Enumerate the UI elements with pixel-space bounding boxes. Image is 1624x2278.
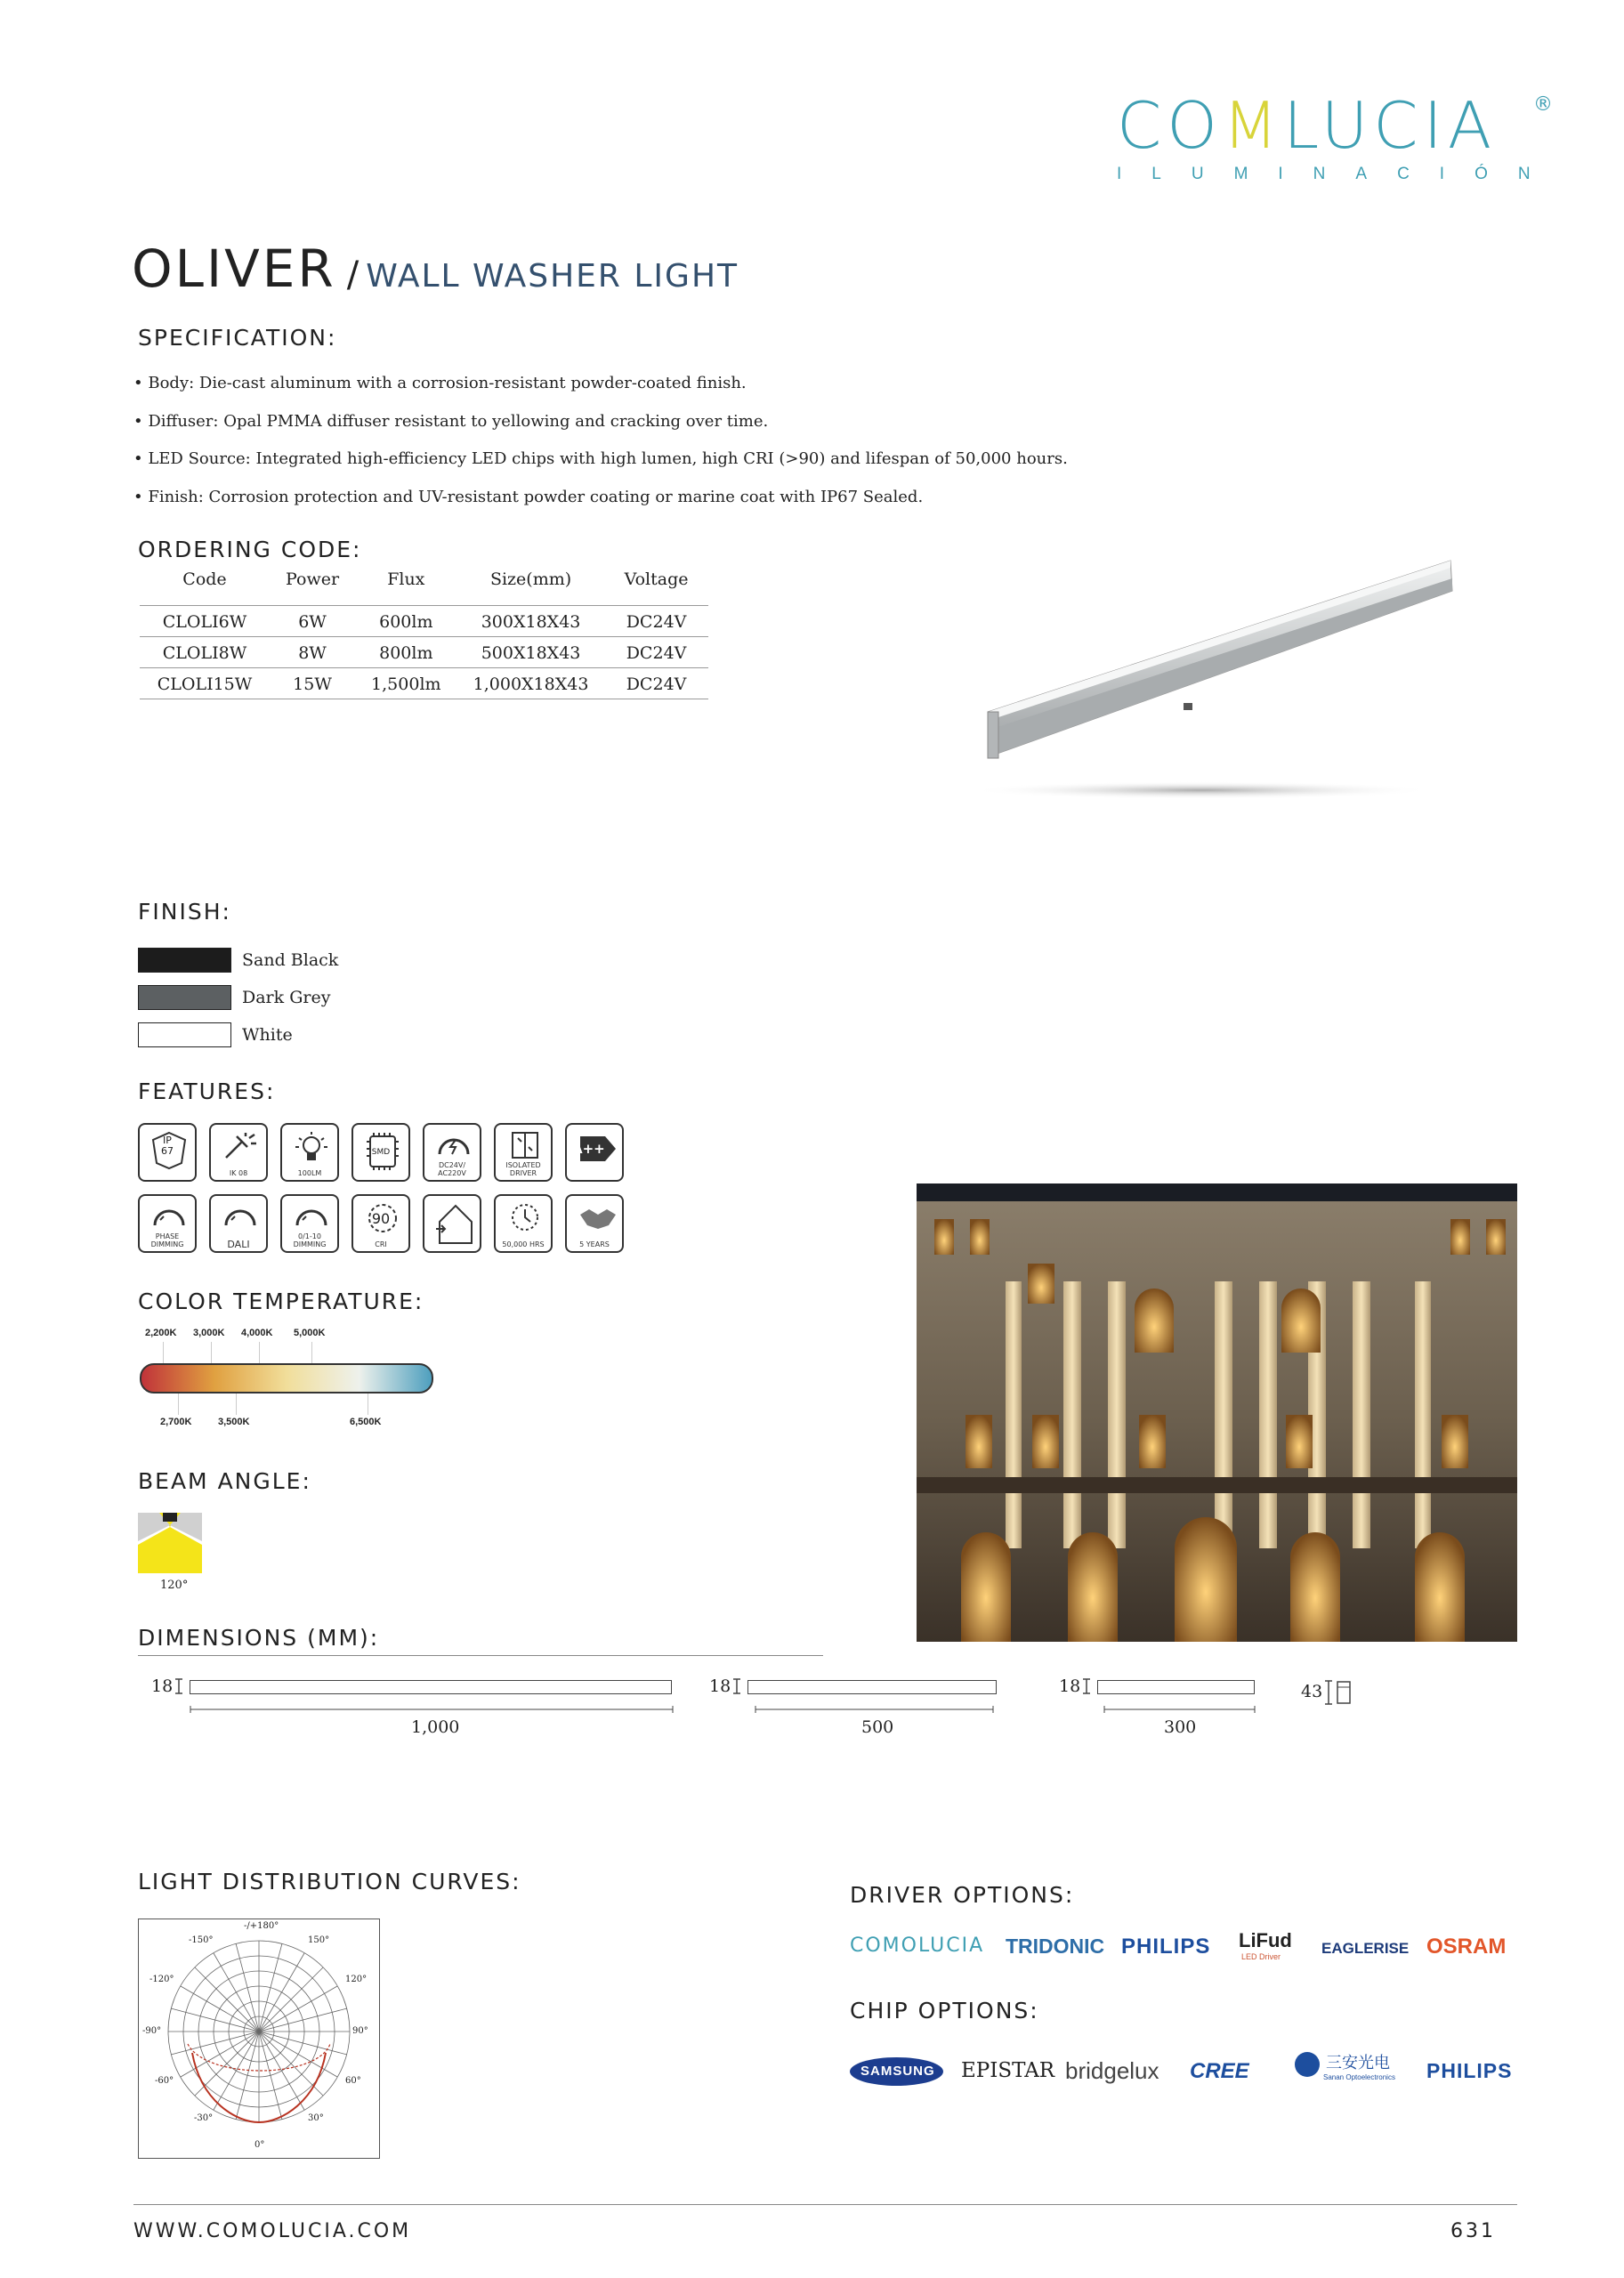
- specification-heading: SPECIFICATION:: [138, 325, 337, 351]
- feature-label: IK 08: [229, 1169, 248, 1177]
- logo-text-a: CO: [1117, 88, 1223, 163]
- feature-label: 0/1-10 DIMMING: [293, 1232, 327, 1248]
- table-cell: DC24V: [605, 637, 708, 668]
- sanan-logo-icon: [1295, 2052, 1320, 2077]
- length-label: 1,000: [411, 1717, 460, 1737]
- cct-tick: 5,000K: [294, 1328, 326, 1338]
- cct-tick: 6,500K: [350, 1417, 382, 1427]
- table-cell: 15W: [270, 668, 355, 699]
- dimensions-drawing: [0, 1673, 1624, 1744]
- finish-swatch-dark-grey: [138, 985, 231, 1010]
- logo-text-c: LUCIA: [1283, 88, 1498, 163]
- cct-tick: 3,500K: [218, 1417, 250, 1427]
- length-label: 500: [861, 1717, 894, 1737]
- finish-label: Dark Grey: [242, 988, 331, 1007]
- feature-label: ISOLATED DRIVER: [505, 1161, 541, 1177]
- spec-item: • LED Source: Integrated high-efficiency LED chips with high lumen, high CRI (>90) and lifespan of 50,000 hours.: [133, 449, 1068, 468]
- table-row: [140, 668, 708, 699]
- color-temperature-scale: [138, 1328, 440, 1434]
- indoor-house-icon: [423, 1194, 481, 1253]
- table-cell: 1,500lm: [355, 668, 457, 699]
- ik08-icon: [209, 1123, 268, 1182]
- table-cell: 1,000X18X43: [457, 668, 605, 699]
- finish-label: White: [242, 1025, 293, 1045]
- feature-label: 5 YEARS: [579, 1240, 610, 1248]
- polar-angle-label: 30°: [308, 2113, 324, 2123]
- dimension-bar-500: [747, 1680, 997, 1694]
- beam-angle-value: 120°: [160, 1579, 189, 1592]
- chip-logo-bridgelux: bridgelux: [1065, 2057, 1159, 2084]
- dc24v-ac220v-icon: [423, 1123, 481, 1182]
- dali-icon: [209, 1194, 268, 1253]
- table-row: [140, 637, 708, 668]
- table-cell: 800lm: [355, 637, 457, 668]
- spec-item: • Diffuser: Opal PMMA diffuser resistant to yellowing and cracking over time.: [133, 411, 769, 431]
- driver-logo-philips: PHILIPS: [1121, 1935, 1211, 1959]
- feature-label: 100LM: [297, 1169, 322, 1177]
- finish-option: [138, 1016, 338, 1054]
- driver-logo-tridonic: TRIDONIC: [1006, 1935, 1105, 1958]
- energy-class-icon: [565, 1123, 624, 1182]
- table-cell: 600lm: [355, 606, 457, 637]
- registered-mark: ®: [1533, 93, 1553, 116]
- spec-item: • Finish: Corrosion protection and UV-resistant powder coating or marine coat with IP67 Sealed.: [133, 487, 924, 506]
- product-type: WALL WASHER LIGHT: [366, 258, 739, 295]
- driver-logo-eaglerise: EAGLERISE: [1321, 1940, 1410, 1957]
- page-number: 631: [1450, 2220, 1496, 2242]
- table-cell: DC24V: [605, 606, 708, 637]
- table-cell: CLOLI6W: [140, 606, 270, 637]
- product-name: OLIVER: [132, 238, 336, 299]
- polar-angle-label: 90°: [352, 2026, 368, 2036]
- polar-angle-label: -150°: [189, 1935, 214, 1945]
- polar-curve-chart: [138, 1919, 380, 2159]
- specification-list: [133, 365, 1068, 516]
- ip67-icon: [138, 1123, 197, 1182]
- finish-option: [138, 941, 338, 979]
- table-cell: 6W: [270, 606, 355, 637]
- polar-angle-label: -90°: [142, 2026, 162, 2036]
- finish-heading: FINISH:: [138, 899, 231, 925]
- phase-dimming-icon: [138, 1194, 197, 1253]
- table-cell: DC24V: [605, 668, 708, 699]
- polar-angle-label: 150°: [308, 1935, 330, 1945]
- beam-angle-diagram: [138, 1513, 202, 1573]
- feature-label: CRI: [375, 1240, 387, 1248]
- beam-angle-heading: BEAM ANGLE:: [138, 1468, 311, 1494]
- driver-brand-logos: [850, 1931, 1517, 1975]
- logo-subtitle: ILUMINACIÓN: [1117, 165, 1561, 183]
- color-temperature-heading: COLOR TEMPERATURE:: [138, 1288, 424, 1314]
- brand-logo: [1117, 88, 1561, 191]
- chip-logo-philips: PHILIPS: [1426, 2059, 1513, 2082]
- page-title: [132, 238, 739, 299]
- cri90-icon: [351, 1194, 410, 1253]
- polar-angle-label: -60°: [155, 2076, 174, 2086]
- energy-class-text: A++: [572, 1141, 605, 1157]
- finish-options: [138, 941, 338, 1054]
- driver-logo-lifud: LiFud: [1239, 1929, 1292, 1951]
- chip-brand-logos: [850, 2047, 1517, 2100]
- feature-label: 50,000 HRS: [502, 1240, 545, 1248]
- height-label: 18: [151, 1676, 174, 1696]
- finish-label: Sand Black: [242, 950, 339, 970]
- table-cell: 500X18X43: [457, 637, 605, 668]
- column-header: Flux: [387, 570, 425, 589]
- polar-angle-label: -120°: [149, 1975, 174, 1984]
- product-image: [934, 552, 1468, 819]
- cct-tick: 2,700K: [160, 1417, 192, 1427]
- title-separator: /: [346, 254, 360, 295]
- feature-label: DALI: [227, 1239, 250, 1250]
- table-cell: 8W: [270, 637, 355, 668]
- column-header: Voltage: [624, 570, 689, 589]
- column-header: Power: [286, 570, 340, 589]
- chip-logo-samsung: SAMSUNG: [860, 2064, 935, 2079]
- cct-tick: 2,200K: [145, 1328, 177, 1338]
- application-photo: [917, 1183, 1517, 1642]
- polar-angle-label: 0°: [255, 2140, 265, 2150]
- polar-angle-label: 60°: [345, 2076, 361, 2086]
- footer-divider: [133, 2204, 1517, 2205]
- polar-angle-label: -30°: [194, 2113, 214, 2123]
- 5years-handshake-icon: [565, 1194, 624, 1253]
- table-cell: CLOLI15W: [140, 668, 270, 699]
- dimension-bar-300: [1097, 1680, 1255, 1694]
- polar-angle-label: 120°: [345, 1975, 368, 1984]
- smd-chip-icon: [351, 1123, 410, 1182]
- cct-gradient-bar: [140, 1363, 433, 1393]
- cct-tick: 4,000K: [241, 1328, 273, 1338]
- table-cell: 300X18X43: [457, 606, 605, 637]
- features-heading: FEATURES:: [138, 1078, 276, 1104]
- depth-label: 43: [1301, 1682, 1323, 1701]
- profile-end-view-icon: [1323, 1680, 1355, 1707]
- smd-text: SMD: [371, 1148, 391, 1157]
- column-header: Size(mm): [489, 570, 572, 589]
- driver-logo-osram: OSRAM: [1426, 1935, 1507, 1959]
- driver-options-heading: DRIVER OPTIONS:: [850, 1882, 1075, 1908]
- finish-swatch-white: [138, 1022, 231, 1047]
- ip-value: 67: [161, 1145, 174, 1157]
- logo-text-b: M: [1222, 88, 1284, 163]
- footer-url[interactable]: WWW.COMOLUCIA.COM: [133, 2220, 412, 2242]
- lifud-subtitle: LED Driver: [1241, 1952, 1281, 1961]
- cct-tick: 3,000K: [193, 1328, 225, 1338]
- ordering-table: [140, 570, 708, 699]
- bulb-100lm-icon: [280, 1123, 339, 1182]
- table-row: [140, 606, 708, 637]
- dimension-bar-1000: [190, 1680, 672, 1694]
- chip-options-heading: CHIP OPTIONS:: [850, 1998, 1039, 2024]
- feature-label: PHASE DIMMING: [150, 1232, 184, 1248]
- isolated-driver-icon: [494, 1123, 553, 1182]
- length-label: 300: [1164, 1717, 1197, 1737]
- driver-logo-comolucia: COMOLUCIA: [850, 1935, 985, 1957]
- table-header-row: [140, 570, 708, 606]
- ip-label: IP: [163, 1135, 172, 1146]
- cri-value: 90: [371, 1210, 391, 1227]
- chip-logo-epistar: EPISTAR: [961, 2059, 1055, 2082]
- table-cell: CLOLI8W: [140, 637, 270, 668]
- finish-swatch-sand-black: [138, 948, 231, 973]
- dimensions-heading: DIMENSIONS (MM):: [138, 1625, 380, 1651]
- spec-item: • Body: Die-cast aluminum with a corrosion-resistant powder-coated finish.: [133, 374, 747, 392]
- height-label: 18: [709, 1676, 731, 1696]
- sanan-subtitle: Sanan Optoelectronics: [1323, 2073, 1395, 2081]
- column-header: Code: [182, 570, 227, 589]
- feature-label: DC24V/ AC220V: [438, 1161, 466, 1177]
- 50000hrs-icon: [494, 1194, 553, 1253]
- chip-logo-cree: CREE: [1190, 2059, 1249, 2083]
- finish-option: [138, 979, 338, 1016]
- 0-10-dimming-icon: [280, 1194, 339, 1253]
- light-distribution-heading: LIGHT DISTRIBUTION CURVES:: [138, 1869, 521, 1894]
- ordering-heading: ORDERING CODE:: [138, 537, 362, 562]
- polar-angle-label: -/+180°: [244, 1921, 279, 1931]
- chip-logo-sanan: 三安光电: [1326, 2054, 1390, 2072]
- height-label: 18: [1059, 1676, 1081, 1696]
